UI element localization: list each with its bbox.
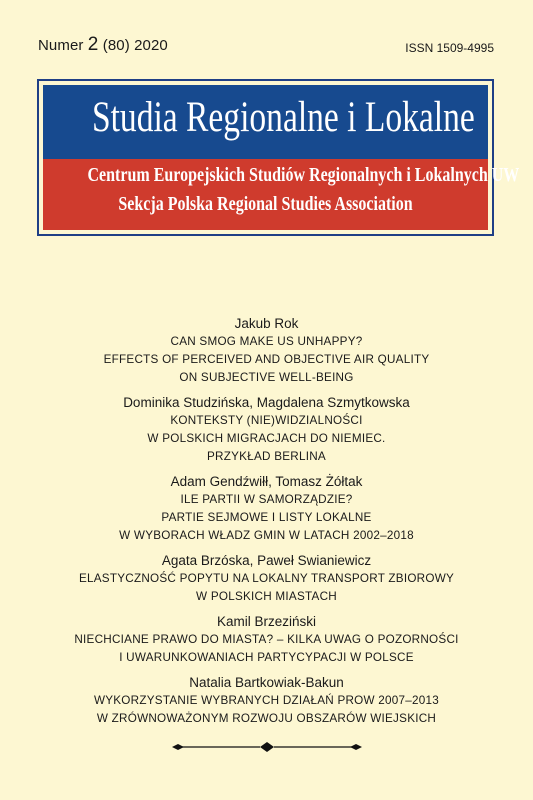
article-title-line: ELASTYCZNOŚĆ POPYTU NA LOKALNY TRANSPORT ZBIOROWY bbox=[78, 572, 455, 585]
article-title-line: ON SUBJECTIVE WELL-BEING bbox=[179, 371, 354, 384]
issue-prefix: Numer bbox=[38, 37, 84, 54]
article-title-line: W POLSKICH MIASTACH bbox=[196, 590, 337, 603]
issn-label: ISSN 1509-4995 bbox=[405, 41, 494, 55]
article-title-line: W POLSKICH MIGRACJACH DO NIEMIEC. bbox=[147, 432, 386, 445]
table-of-contents bbox=[0, 314, 533, 728]
publisher-line: Centrum Europejskich Studiów Regionalnych i Lokalnych UW bbox=[87, 164, 520, 186]
article-title-line: ILE PARTII W SAMORZĄDZIE? bbox=[180, 493, 353, 506]
article-title-line: W ZRÓWNOWAŻONYM ROZWOJU OBSZARÓW WIEJSKICH bbox=[96, 712, 437, 725]
article-title bbox=[0, 412, 533, 466]
article-title bbox=[0, 491, 533, 545]
article-title-line: PARTIE SEJMOWE I LISTY LOKALNE bbox=[161, 511, 372, 524]
article-title-line: PRZYKŁAD BERLINA bbox=[207, 450, 326, 463]
banner-title-band bbox=[43, 85, 488, 159]
article-title-line: KONTEKSTY (NIE)WIDZIALNOŚCI bbox=[170, 414, 363, 427]
article-author: Adam Gendźwiłł, Tomasz Żółtak bbox=[170, 474, 363, 489]
ornament-center-diamond bbox=[260, 742, 274, 752]
article-title bbox=[0, 692, 533, 728]
issue-number: 2 bbox=[87, 34, 99, 55]
ornament-left-diamond bbox=[172, 744, 184, 750]
article-title bbox=[0, 333, 533, 387]
article-author: Kamil Brzeziński bbox=[216, 614, 317, 629]
banner-inner bbox=[43, 85, 520, 230]
diamond-rule-ornament-icon bbox=[172, 741, 362, 753]
article-title bbox=[0, 631, 533, 667]
journal-title: Studia Regionalne i Lokalne bbox=[91, 94, 475, 141]
ornament-right-diamond bbox=[350, 744, 362, 750]
journal-banner bbox=[37, 79, 520, 236]
article-title-line: CAN SMOG MAKE US UNHAPPY? bbox=[170, 335, 363, 348]
issue-year: (80) 2020 bbox=[102, 37, 168, 54]
article-title bbox=[0, 570, 533, 606]
association-line: Sekcja Polska Regional Studies Association bbox=[118, 193, 413, 215]
article-author: Jakub Rok bbox=[234, 316, 299, 331]
article-title-line: WYKORZYSTANIE WYBRANYCH DZIAŁAŃ PROW 2007–2013 bbox=[93, 694, 440, 707]
issue-label bbox=[38, 34, 168, 56]
banner-publisher-band bbox=[43, 159, 520, 230]
article-title-line: I UWARUNKOWANIACH PARTYCYPACJI W POLSCE bbox=[119, 651, 414, 664]
article-title-line: EFFECTS OF PERCEIVED AND OBJECTIVE AIR QUALITY bbox=[103, 353, 430, 366]
article-title-line: NIECHCIANE PRAWO DO MIASTA? – KILKA UWAG O POZORNOŚCI bbox=[74, 633, 459, 646]
article-author: Dominika Studzińska, Magdalena Szmytkowska bbox=[123, 395, 410, 410]
article-title-line: W WYBORACH WŁADZ GMIN W LATACH 2002–2018 bbox=[119, 529, 414, 542]
article-author: Natalia Bartkowiak-Bakun bbox=[189, 675, 344, 690]
article-author: Agata Brzóska, Paweł Swianiewicz bbox=[161, 553, 372, 568]
